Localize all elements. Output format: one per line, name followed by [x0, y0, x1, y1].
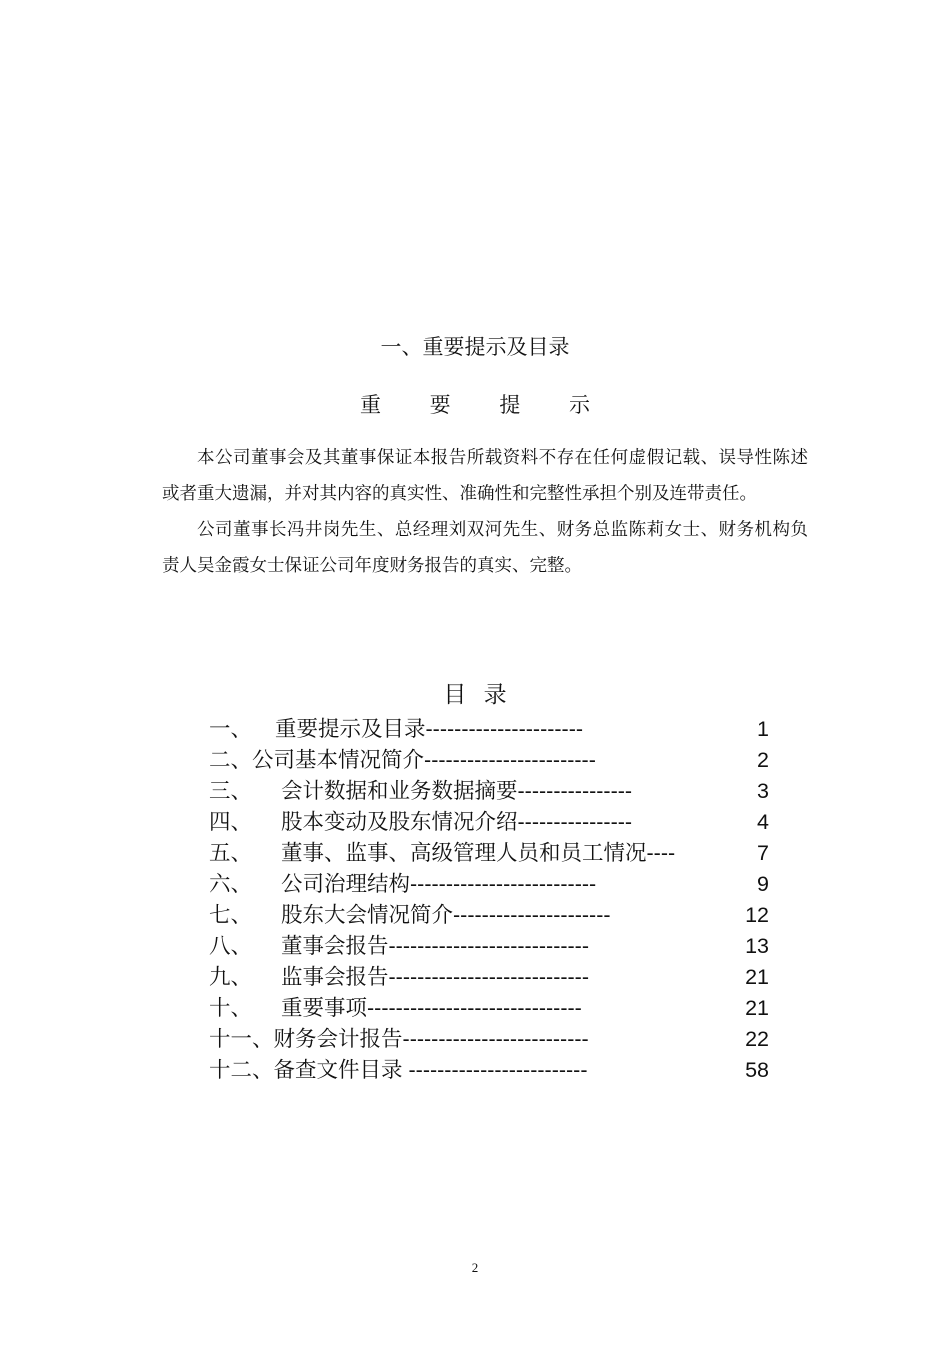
- toc-entry-page: 21: [745, 965, 769, 989]
- toc-entry[interactable]: [209, 900, 769, 931]
- toc-entry-number: 二、: [209, 748, 253, 772]
- toc-entry-page: 1: [757, 717, 769, 741]
- toc-entry-page: 22: [745, 1027, 769, 1051]
- toc-entry-number: 九、: [209, 965, 253, 989]
- toc-entry[interactable]: [209, 993, 769, 1024]
- toc-entry[interactable]: [209, 838, 769, 869]
- toc-entry-page: 12: [745, 903, 769, 927]
- toc-entry-number: 十一、: [209, 1027, 274, 1051]
- toc-entry-leader: ------------------------: [424, 748, 596, 772]
- notice-title-char: 重: [359, 393, 381, 417]
- notice-body: [162, 440, 808, 584]
- toc-entry-number: 三、: [209, 779, 253, 803]
- toc-entry-title: 重要事项: [281, 996, 368, 1020]
- toc-entry-page: 9: [757, 872, 769, 896]
- toc-entry-title: 重要提示及目录: [275, 717, 426, 741]
- toc-entry[interactable]: [209, 1055, 769, 1086]
- toc-entry[interactable]: [209, 745, 769, 776]
- toc-entry-number: 七、: [209, 903, 253, 927]
- table-of-contents: [209, 714, 769, 1086]
- toc-entry[interactable]: [209, 962, 769, 993]
- notice-title-char: 要: [429, 393, 451, 417]
- toc-entry-page: 7: [757, 841, 769, 865]
- toc-entry[interactable]: [209, 776, 769, 807]
- toc-entry-page: 58: [745, 1058, 769, 1082]
- toc-entry-title: 监事会报告: [281, 965, 389, 989]
- toc-entry-leader: -------------------------: [408, 1058, 588, 1082]
- toc-entry-number: 四、: [209, 810, 253, 834]
- toc-entry-leader: --------------------------: [410, 872, 597, 896]
- toc-entry-number: 十二、: [209, 1058, 274, 1082]
- toc-entry-leader: ----------------: [517, 810, 633, 834]
- toc-entry-leader: ----------------------: [425, 717, 584, 741]
- toc-entry-leader: ----------------------: [453, 903, 611, 927]
- toc-entry-number: 五、: [209, 841, 253, 865]
- toc-entry[interactable]: [209, 869, 769, 900]
- toc-entry-title: 股东大会情况简介: [281, 903, 454, 927]
- toc-entry-number: 一、: [209, 717, 253, 741]
- toc-entry-leader: ------------------------------: [367, 996, 582, 1020]
- toc-title: 目 录: [443, 682, 507, 708]
- toc-entry-number: 六、: [209, 872, 253, 896]
- toc-entry-page: 13: [745, 934, 769, 958]
- toc-entry-number: 十、: [209, 996, 253, 1020]
- notice-title-char: 提: [499, 393, 521, 417]
- toc-entry-page: 2: [757, 748, 769, 772]
- toc-entry-page: 21: [745, 996, 769, 1020]
- section-heading: 一、重要提示及目录: [380, 335, 570, 359]
- toc-entry-title: 会计数据和业务数据摘要: [281, 779, 518, 803]
- toc-entry-number: 八、: [209, 934, 253, 958]
- page-number: 2: [471, 1260, 479, 1275]
- toc-entry[interactable]: [209, 931, 769, 962]
- notice-paragraph: 公司董事长冯井岗先生、总经理刘双河先生、财务总监陈莉女士、财务机构负责人吴金霞女士保证公司年度财务报告的真实、完整。: [162, 520, 808, 576]
- toc-entry-title: 备查文件目录: [273, 1058, 409, 1082]
- toc-entry-title: 股本变动及股东情况介绍: [281, 810, 518, 834]
- toc-entry-leader: ----------------------------: [388, 965, 589, 989]
- notice-title-char: 示: [569, 393, 591, 417]
- notice-paragraph: 本公司董事会及其董事保证本报告所载资料不存在任何虚假记载、误导性陈述或者重大遗漏，并对其内容的真实性、准确性和完整性承担个别及连带责任。: [162, 448, 808, 504]
- toc-entry-title: 公司治理结构: [281, 872, 411, 896]
- toc-entry-title: 董事会报告: [281, 934, 389, 958]
- toc-entry[interactable]: [209, 714, 769, 745]
- toc-entry[interactable]: [209, 1024, 769, 1055]
- toc-entry-title: 财务会计报告: [273, 1027, 403, 1051]
- toc-entry-leader: ----: [646, 841, 676, 865]
- notice-title: [0, 390, 950, 420]
- toc-entry-leader: ----------------------------: [388, 934, 589, 958]
- toc-entry-leader: ----------------: [517, 779, 633, 803]
- toc-entry[interactable]: [209, 807, 769, 838]
- toc-entry-page: 4: [757, 810, 769, 834]
- toc-entry-leader: --------------------------: [402, 1027, 589, 1051]
- toc-entry-title: 公司基本情况简介: [252, 748, 425, 772]
- toc-entry-page: 3: [757, 779, 769, 803]
- toc-entry-title: 董事、监事、高级管理人员和员工情况: [281, 841, 647, 865]
